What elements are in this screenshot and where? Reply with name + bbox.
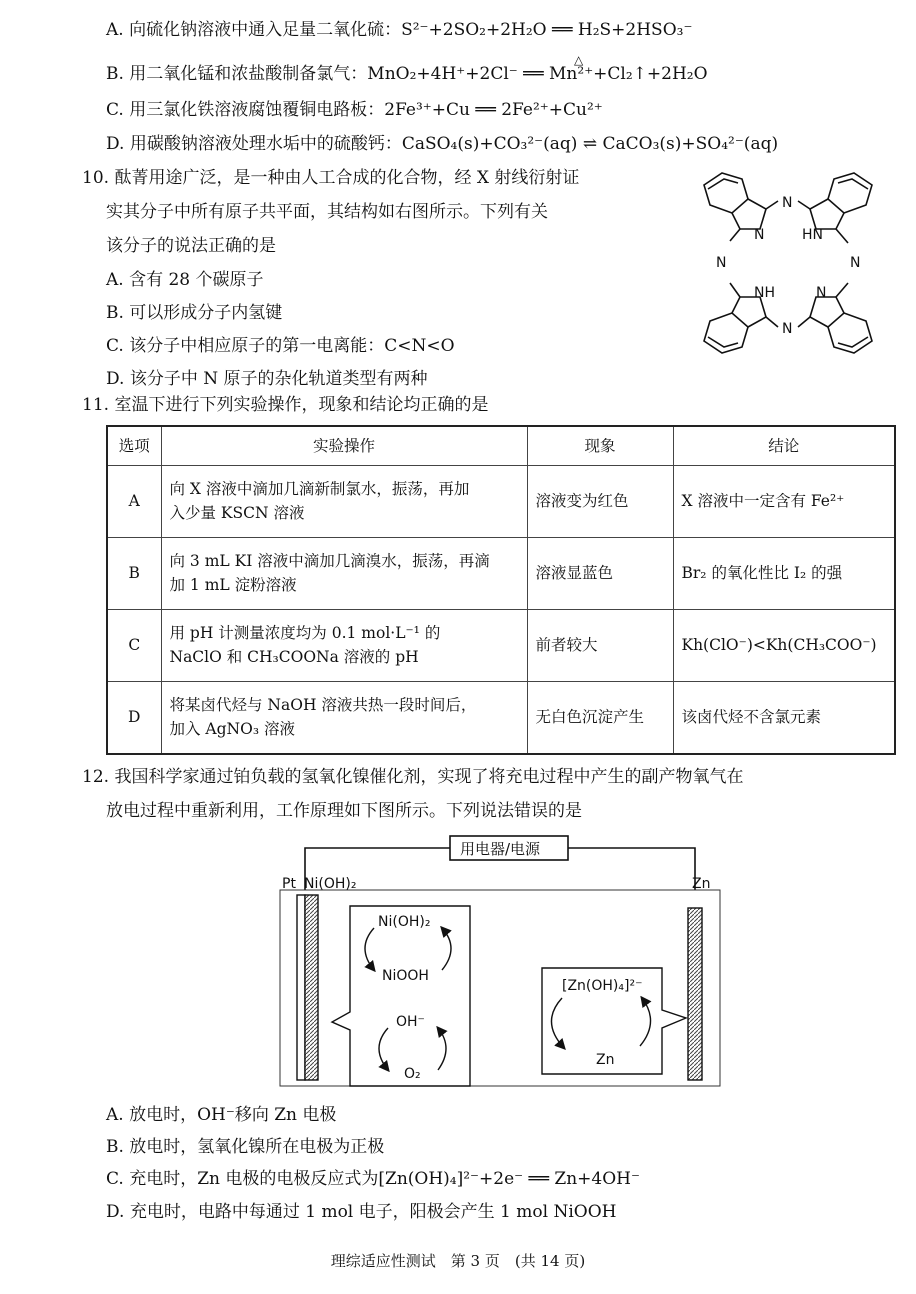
cycle2-bottom-label: O₂ xyxy=(404,1066,421,1082)
row-conclusion: Kh(ClO⁻)<Kh(CH₃COO⁻) xyxy=(673,609,895,681)
row-option: B xyxy=(107,537,161,609)
q10-option-d: D. 该分子中 N 原子的杂化轨道类型有两种 xyxy=(106,369,428,389)
header-phenomenon: 现象 xyxy=(527,426,673,466)
q9-heating-condition: △ xyxy=(574,53,584,67)
row-option: A xyxy=(107,466,161,538)
row-conclusion: X 溶液中一定含有 Fe²⁺ xyxy=(673,466,895,538)
q9-option-a: A. 向硫化钠溶液中通入足量二氧化硫：S²⁻+2SO₂+2H₂O ══ H₂S+2HSO₃⁻ xyxy=(106,20,693,40)
row-operation: 向 3 mL KI 溶液中滴加几滴溴水，振荡，再滴 加 1 mL 淀粉溶液 xyxy=(161,537,527,609)
row-phenomenon: 无白色沉淀产生 xyxy=(527,681,673,754)
phthalocyanine-structure xyxy=(682,155,896,370)
q10-option-a: A. 含有 28 个碳原子 xyxy=(106,270,264,290)
table-header-row xyxy=(107,426,895,466)
structure-n-right-inner: N xyxy=(816,285,827,301)
q9-option-d: D. 用碳酸钠溶液处理水垢中的硫酸钙：CaSO₄(s)+CO₃²⁻(aq) ⇌ CaCO₃(s)+SO₄²⁻(aq) xyxy=(106,134,779,154)
structure-n-bottom: N xyxy=(782,321,793,337)
row-phenomenon: 溶液显蓝色 xyxy=(527,537,673,609)
row-conclusion: 该卤代烃不含氯元素 xyxy=(673,681,895,754)
device-label: 用电器/电源 xyxy=(460,840,541,858)
cycle1-top-label: Ni(OH)₂ xyxy=(378,914,431,930)
header-option: 选项 xyxy=(107,426,161,466)
row-operation: 将某卤代烃与 NaOH 溶液共热一段时间后， 加入 AgNO₃ 溶液 xyxy=(161,681,527,754)
q12-option-b: B. 放电时，氢氧化镍所在电极为正极 xyxy=(106,1137,385,1157)
cycle3-top-label: [Zn(OH)₄]²⁻ xyxy=(562,978,643,994)
header-conclusion: 结论 xyxy=(673,426,895,466)
row-option: D xyxy=(107,681,161,754)
q10-stem-line2: 实其分子中所有原子共平面，其结构如右图所示。下列有关 xyxy=(106,202,548,222)
table-row xyxy=(107,466,895,538)
structure-nh: NH xyxy=(754,285,775,301)
battery-diagram xyxy=(270,830,730,1094)
structure-n-right: N xyxy=(850,255,861,271)
cycle1-bottom-label: NiOOH xyxy=(382,968,429,984)
q12-stem-line1: 12. 我国科学家通过铂负载的氢氧化镍催化剂，实现了将充电过程中产生的副产物氧气在 xyxy=(82,767,744,787)
q11-stem: 11. 室温下进行下列实验操作，现象和结论均正确的是 xyxy=(82,395,489,415)
row-operation: 向 X 溶液中滴加几滴新制氯水，振荡，再加 入少量 KSCN 溶液 xyxy=(161,466,527,538)
q12-option-d: D. 充电时，电路中每通过 1 mol 电子，阳极会产生 1 mol NiOOH xyxy=(106,1202,617,1222)
table-row xyxy=(107,537,895,609)
zn-electrode-label: Zn xyxy=(692,876,711,892)
q10-option-c: C. 该分子中相应原子的第一电离能：C<N<O xyxy=(106,336,455,356)
q10-option-b: B. 可以形成分子内氢键 xyxy=(106,303,283,323)
page-footer: 理综适应性测试 第 3 页 (共 14 页) xyxy=(330,1252,586,1270)
header-operation: 实验操作 xyxy=(161,426,527,466)
q12-option-c: C. 充电时，Zn 电极的电极反应式为[Zn(OH)₄]²⁻+2e⁻ ══ Zn+4OH⁻ xyxy=(106,1169,640,1189)
row-conclusion: Br₂ 的氧化性比 I₂ 的强 xyxy=(673,537,895,609)
cycle3-bottom-label: Zn xyxy=(596,1052,615,1068)
cycle2-top-label: OH⁻ xyxy=(396,1014,425,1030)
structure-hn: HN xyxy=(802,227,823,243)
structure-n-left: N xyxy=(716,255,727,271)
row-phenomenon: 溶液变为红色 xyxy=(527,466,673,538)
structure-n-left-inner: N xyxy=(754,227,765,243)
q12-stem-line2: 放电过程中重新利用，工作原理如下图所示。下列说法错误的是 xyxy=(106,801,582,821)
row-operation: 用 pH 计测量浓度均为 0.1 mol·L⁻¹ 的 NaClO 和 CH₃COONa 溶液的 pH xyxy=(161,609,527,681)
structure-n-top: N xyxy=(782,195,793,211)
row-option: C xyxy=(107,609,161,681)
nioh2-electrode-label: Ni(OH)₂ xyxy=(304,876,357,892)
q9-option-b: B. 用二氧化锰和浓盐酸制备氯气：MnO₂+4H⁺+2Cl⁻ ══ Mn²⁺+Cl₂↑+2H₂O xyxy=(106,64,708,84)
pt-label: Pt xyxy=(282,876,296,892)
table-row xyxy=(107,681,895,754)
table-row xyxy=(107,609,895,681)
q12-option-a: A. 放电时，OH⁻移向 Zn 电极 xyxy=(106,1105,337,1125)
row-phenomenon: 前者较大 xyxy=(527,609,673,681)
q9-option-c: C. 用三氯化铁溶液腐蚀覆铜电路板：2Fe³⁺+Cu ══ 2Fe²⁺+Cu²⁺ xyxy=(106,100,603,120)
q10-stem-line3: 该分子的说法正确的是 xyxy=(106,236,276,256)
q11-table xyxy=(106,425,896,755)
q10-stem-line1: 10. 酞菁用途广泛，是一种由人工合成的化合物，经 X 射线衍射证 xyxy=(82,168,580,188)
